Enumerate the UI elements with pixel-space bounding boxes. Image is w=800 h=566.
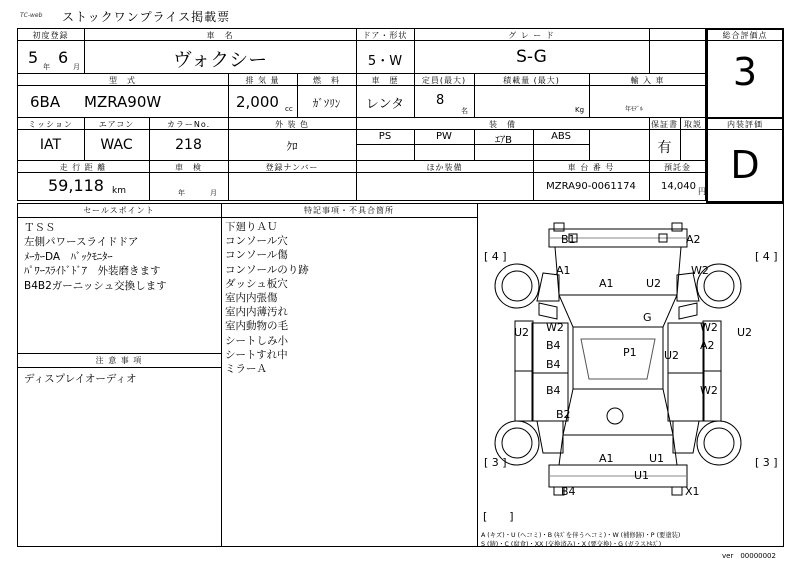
car-name-value: ヴォクシー (172, 49, 268, 71)
damage-mark: W2 (546, 321, 564, 334)
damage-mark: B4 (546, 358, 561, 371)
label-overall-score: 総合評価点 (722, 31, 768, 40)
caution-list (24, 372, 219, 386)
fuel-value: ｶﾞｿﾘﾝ (312, 97, 341, 110)
equip-pw: PW (436, 131, 452, 142)
interior-score-value: D (730, 143, 760, 187)
label-color-no: カラーNo. (166, 120, 211, 129)
legend-line-1: A (キズ)・U (ヘコミ)・B (ｷｽﾞを伴うヘコミ)・W (補修跡)・P (要塗装) (481, 532, 681, 539)
list-item: ダッシュ板穴 (225, 277, 288, 290)
damage-mark: A1 (599, 452, 614, 465)
damage-mark: U1 (634, 469, 650, 482)
version-label: ver 00000002 (722, 552, 776, 560)
overall-score-value: 3 (732, 50, 758, 94)
damage-mark: W2 (691, 264, 709, 277)
label-chassis-no: 車 台 番 号 (567, 163, 615, 172)
label-fuel: 燃 料 (313, 76, 340, 85)
import-note: 年ﾓﾃﾞﾙ (625, 106, 644, 113)
list-item: ＴＳＳ (24, 222, 56, 234)
label-grade: グ レ ー ド (508, 31, 555, 40)
label-equipment: 装 備 (489, 120, 516, 129)
document-title: ストックワンプライス掲載票 (62, 10, 231, 24)
capacity-value: 8 (436, 93, 445, 108)
list-item: 室内内薄汚れ (225, 306, 288, 319)
list-item: ミラーＡ (225, 363, 267, 376)
damage-mark: A2 (700, 339, 715, 352)
aircon-value: WAC (100, 137, 133, 153)
list-item: ﾊﾟﾜｰｽﾗｲﾄﾞﾄﾞｱ 外装磨きます (24, 265, 161, 278)
damage-mark: U2 (646, 277, 662, 290)
logo: TC-web (20, 12, 43, 19)
damage-mark: A1 (556, 264, 571, 277)
bracket-right-bottom: [ 3 ] (755, 456, 778, 469)
label-caution: 注 意 事 項 (95, 356, 143, 365)
damage-mark: A2 (686, 233, 701, 246)
label-history: 車 歴 (371, 76, 399, 85)
equip-airbag: ｴｱB (495, 135, 512, 146)
mileage-unit: km (112, 186, 126, 196)
label-model: 型 式 (109, 76, 136, 85)
damage-mark: X1 (685, 485, 700, 498)
list-item: 室内動物の毛 (225, 320, 288, 333)
label-exterior-color: 外 装 色 (274, 120, 310, 129)
bracket-left-bottom: [ 3 ] (484, 456, 507, 469)
label-capacity: 定員(最大) (421, 76, 467, 85)
warranty-value: 有 (657, 140, 672, 156)
load-unit: Kg (575, 106, 585, 114)
list-item: シートしみ小 (225, 334, 288, 347)
label-mission: ミッション (28, 120, 73, 129)
damage-mark: U1 (649, 452, 665, 465)
label-deposit: 預託金 (664, 163, 691, 172)
damage-mark: B4 (561, 485, 576, 498)
label-manual: 取説 (684, 120, 702, 129)
list-item: コンソールのり跡 (225, 263, 309, 276)
list-item: ディスプレイオーディオ (24, 373, 137, 385)
label-displacement: 排 気 量 (245, 76, 280, 85)
list-item: 室内内張傷 (225, 292, 278, 305)
list-item: コンソール穴 (225, 235, 288, 248)
legend-line-2: S (錆)・C (腐食)・XX (交換済み)・X (要交換)・G (ガラスﾋｷｽﾞ) (481, 541, 662, 548)
damage-mark: P1 (623, 346, 637, 359)
label-inspection: 車 検 (175, 163, 202, 172)
label-notes: 特記事項・不具合箇所 (304, 206, 394, 215)
chassis-no-value: MZRA90-0061174 (546, 181, 636, 192)
displacement-unit: cc (285, 105, 293, 113)
color-no-value: 218 (175, 137, 202, 153)
reg-year: 5 (28, 48, 39, 67)
list-item: 左側パワースライドドア (24, 236, 139, 249)
reg-month: 6 (58, 48, 69, 67)
label-other-equip: ほか装備 (426, 163, 463, 172)
inspection-month-unit: 月 (210, 189, 217, 197)
sales-points-list (24, 221, 219, 293)
damage-mark: B1 (561, 233, 576, 246)
label-aircon: エアコン (98, 120, 135, 129)
inspection-year-unit: 年 (178, 189, 185, 197)
deposit-unit: 円 (698, 187, 706, 196)
bracket-left-top: [ 4 ] (484, 250, 507, 263)
label-sales-points: セールスポイント (83, 206, 155, 215)
bracket-bottom: [ ] (483, 510, 514, 523)
list-item: 下廻りＡＵ (225, 221, 278, 233)
damage-mark: U2 (737, 326, 753, 339)
list-item: B4B2ガーニッシュ交換します (24, 279, 167, 292)
list-item: シートすれ中 (225, 348, 288, 361)
reg-year-unit: 年 (43, 63, 50, 71)
label-reg-plate: 登録ナンバー (265, 163, 319, 172)
reg-month-unit: 月 (73, 63, 80, 71)
notes-list (225, 220, 475, 376)
list-item: ﾒｰｶｰDA ﾊﾞｯｸﾓﾆﾀｰ (24, 250, 113, 263)
list-item: コンソール傷 (225, 249, 288, 262)
bracket-right-top: [ 4 ] (755, 250, 778, 263)
damage-mark: A1 (599, 277, 614, 290)
damage-mark: B4 (546, 384, 561, 397)
equip-abs: ABS (551, 131, 571, 142)
label-car-name: 車 名 (206, 31, 234, 40)
displacement-value: 2,000 (236, 93, 279, 111)
label-warranty: 保証書 (651, 120, 678, 129)
damage-mark: B2 (556, 408, 571, 421)
label-first-reg: 初度登録 (32, 31, 69, 40)
grade-value: S-G (516, 47, 547, 67)
damage-mark: W2 (700, 321, 718, 334)
damage-mark: W2 (700, 384, 718, 397)
label-import: 輸 入 車 (630, 76, 665, 85)
color-value: ｸﾛ (286, 140, 298, 153)
mileage-value: 59,118 (48, 176, 104, 195)
capacity-unit: 名 (461, 107, 468, 115)
damage-mark: G (643, 311, 652, 324)
type-prefix: 6BA (30, 93, 61, 111)
label-mileage: 走 行 距 離 (59, 163, 107, 172)
door-value: 5・W (367, 54, 403, 69)
model-value: MZRA90W (84, 93, 162, 111)
label-interior-score: 内装評価 (727, 120, 763, 129)
damage-mark: U2 (664, 349, 680, 362)
car-damage-diagram (477, 203, 784, 523)
equip-ps: PS (378, 131, 392, 142)
damage-mark: B4 (546, 339, 561, 352)
label-door-type: ドア・形状 (362, 31, 408, 40)
label-load: 積載量 (最大) (503, 76, 560, 85)
mission-value: IAT (39, 137, 62, 153)
deposit-value: 14,040 (661, 181, 696, 192)
damage-mark: U2 (514, 326, 530, 339)
history-value: レンタ (365, 97, 405, 112)
